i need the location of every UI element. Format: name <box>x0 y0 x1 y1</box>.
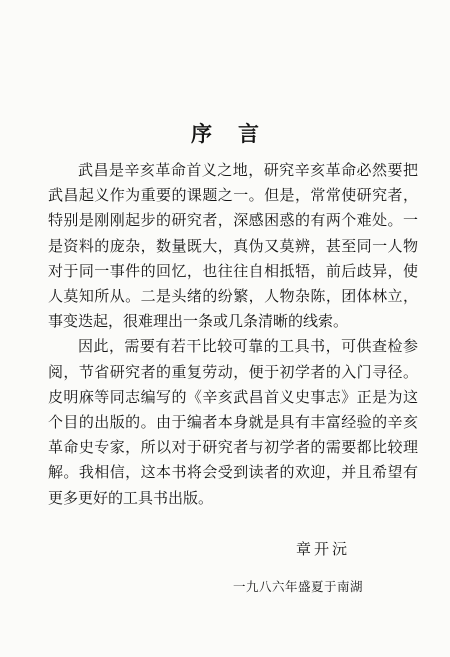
paragraph-2: 因此，需要有若干比较可靠的工具书，可供查检参阅，节省研究者的重复劳动，便于初学者的入门寻径。皮明庥等同志编写的《辛亥武昌首义史事志》正是为这个目的出版的。由于编者本身就是具有丰富经验的辛亥革命史专家，所以对于研究者与初学者的需要都比较理解。我相信，这本书将会受到读者的欢迎，并且希望有更多更好的工具书出版。 <box>48 337 418 507</box>
dateline: 一九八六年盛夏于南湖 <box>233 579 364 594</box>
preface-body <box>48 158 418 511</box>
author-signature: 章开沅 <box>296 540 351 558</box>
preface-title: 序言 <box>191 121 285 146</box>
paragraph-1: 武昌是辛亥革命首义之地，研究辛亥革命必然要把武昌起义作为重要的课题之一。但是，常常使研究者，特别是刚刚起步的研究者，深感困惑的有两个难处。一是资料的庞杂，数量既大，真伪又莫辨，甚至同一人物对于同一事件的回忆，也往往自相抵牾，前后歧异，使人莫知所从。二是头绪的纷繁，人物杂陈，团体林立，事变迭起，很难理出一条或几条清晰的线索。 <box>48 161 418 331</box>
